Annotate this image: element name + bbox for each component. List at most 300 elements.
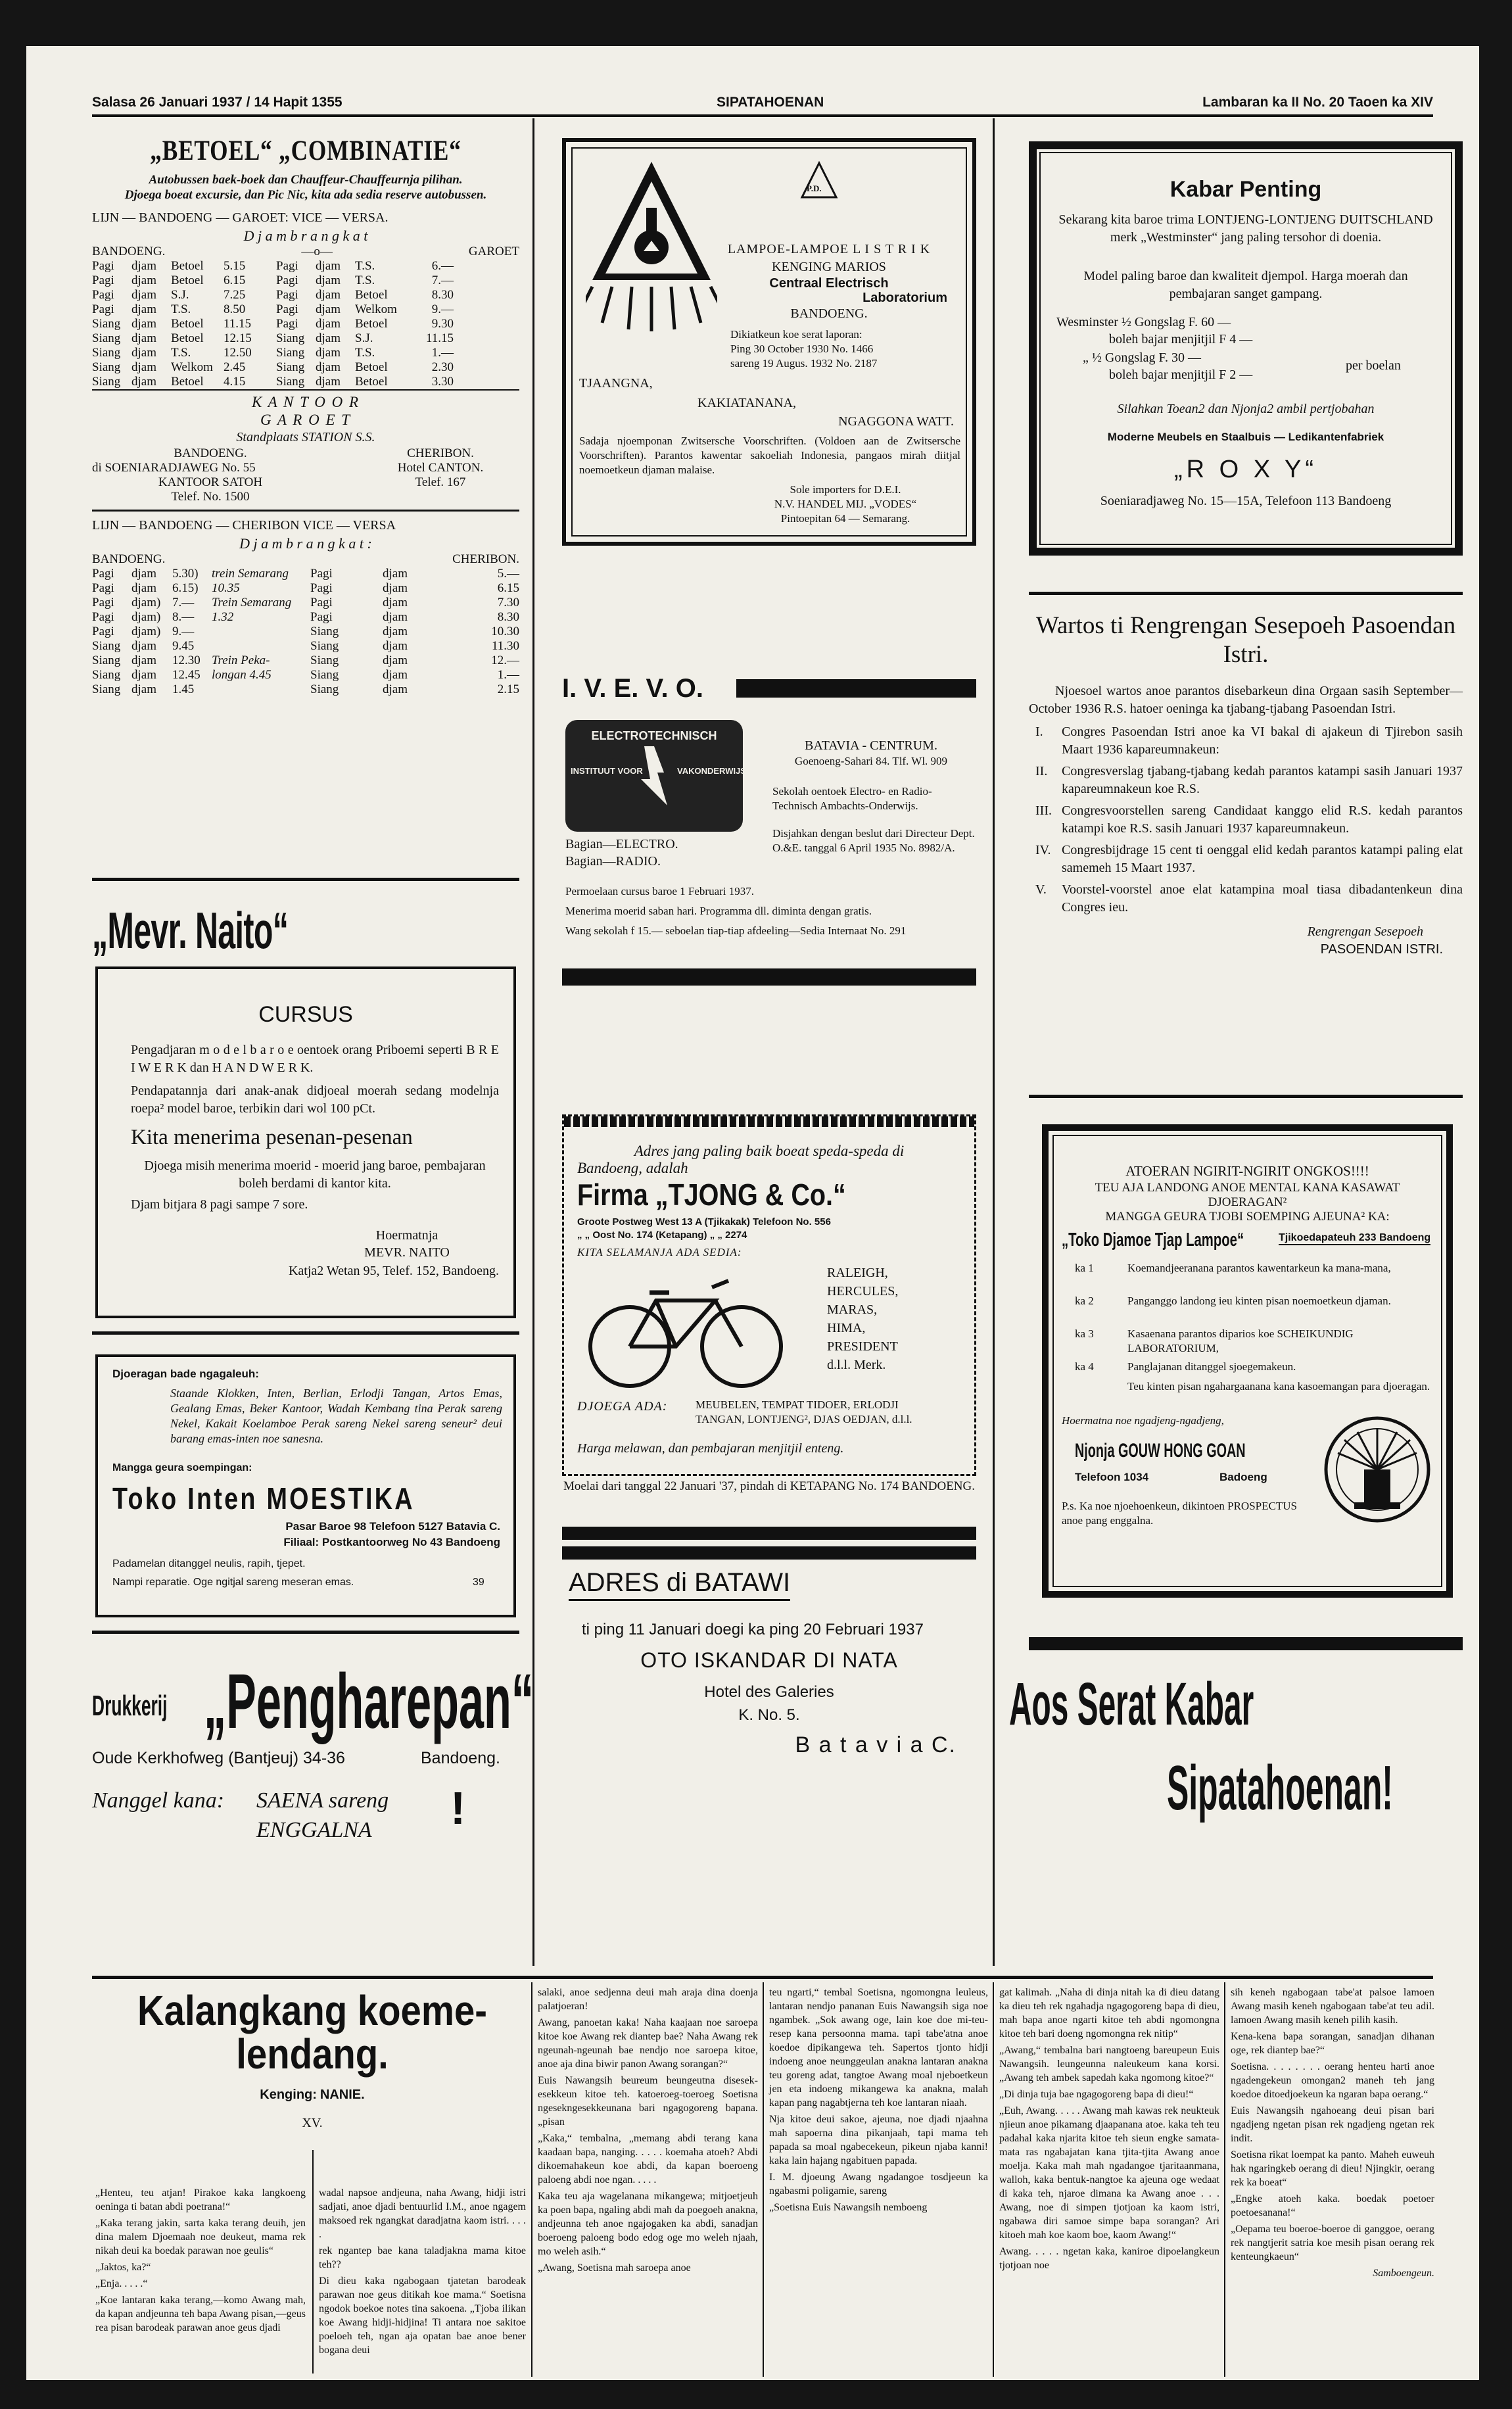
atoeran-ka4t: Panglajanan ditanggel sjoegemakeun.	[1127, 1360, 1296, 1373]
tjong-box	[562, 1114, 976, 1476]
schedule-cell: djam	[383, 596, 408, 609]
ivevo-addr: Goenoeng-Sahari 84. Tlf. Wl. 909	[794, 755, 948, 767]
schedule-row	[92, 360, 519, 375]
schedule-cell: Pagi	[276, 302, 298, 316]
schedule-cell: djam	[316, 375, 341, 389]
kalang-title2: lendang.	[236, 2030, 389, 2078]
ivevo-img2: INSTITUUT VOOR	[571, 766, 643, 776]
schedule-cell: 12.30	[172, 654, 201, 667]
story-c1b: „Kaka terang jakin, sarta kaka terang deuih, jen dina malem Djoemaah noe deukeut, mama rek nikah deui ka boedak parawan noe geulis“	[95, 2218, 306, 2256]
schedule-cell: djam)	[131, 610, 161, 624]
schedule-cell: djam	[383, 682, 408, 696]
schedule-cell: Pagi	[276, 317, 298, 331]
schedule-cell: 1.—	[431, 346, 454, 360]
kalang-author-label: Kenging:	[260, 2087, 317, 2102]
schedule-cell: T.S.	[171, 346, 191, 360]
wartos-item-num: V.	[1035, 882, 1047, 897]
schedule-cell: djam	[383, 581, 408, 595]
story-c3a: salaki, anoe sedjenna deui mah araja dina doenja palatjoeran!	[538, 1987, 758, 2012]
aos-l2: Sipatahoenan!	[1167, 1753, 1393, 1823]
schedule-cell: Pagi	[92, 625, 114, 638]
lampoe-sole: Sole importers for D.E.I.	[790, 483, 901, 496]
schedule-row	[92, 654, 519, 668]
atoeran-ka1: ka 1	[1075, 1262, 1094, 1274]
masthead-issue: Lambaran ka II No. 20 Taoen ka XIV	[1202, 95, 1433, 110]
schedule-cell: djam	[316, 317, 341, 331]
ivevo-p1: Permoelaan cursus baroe 1 Februari 1937.	[565, 885, 755, 897]
ivevo-title: I. V. E. V. O.	[562, 674, 703, 703]
schedule-cell: Trein Peka-	[212, 654, 270, 667]
moestika-items: Staande Klokken, Inten, Berlian, Erlodji Tangan, Artos Emas, Gealang Emas, Beker Kantoor, Wadah Kembang tina Perak sareng Nekel, Kakait Koelamboe Perak sareng Nekel sareng seneur² deui barang emas-inten noe sanesna.	[170, 1387, 502, 1445]
kabar-meubel: Moderne Meubels en Staalbuis — Ledikantenfabriek	[1107, 431, 1384, 443]
tjong-brand: HERCULES,	[827, 1284, 899, 1299]
atoeran-name: Njonja GOUW HONG GOAN	[1075, 1440, 1246, 1462]
moestika-num: 39	[473, 1577, 484, 1588]
kabar-per: per boelan	[1346, 358, 1401, 373]
schedule-cell: djam	[131, 375, 156, 389]
schedule-cell: djam	[383, 610, 408, 624]
ivevo-b2: Bagian—RADIO.	[565, 854, 661, 869]
schedule-cell: djam	[131, 302, 156, 316]
naito-p1: Pengadjaran m o d e l b a r o e oentoek orang Priboemi seperti B R E I W E R K dan H A N D W E R K.	[131, 1043, 499, 1075]
schedule-cell: djam	[383, 567, 408, 581]
schedule-cell: djam	[316, 360, 341, 374]
naito-p2: Pendapatannja dari anak-anak didjoeal moerah sedang modelnja roepa² model baroe, terbikin dari wol 100 pCt.	[131, 1084, 499, 1116]
story-c2a: wadal napsoe andjeuna, naha Awang, hidji istri sadjati, anoe djadi bentuurlid I.M., anoe ngagem maksoed rek ngangkat daradjatna kaom istri. . . . .	[319, 2187, 526, 2240]
schedule-row	[92, 302, 519, 317]
story-c6g: „Oepama teu boeroe-boeroe di ganggoe, oerang rek nangtjerit satria koe mesih pisan oerang rek kenteungkaeun“	[1231, 2224, 1434, 2262]
schedule-cell: 9.45	[172, 639, 195, 653]
story-c1e: „Koe lantaran kaka terang,—komo Awang mah, da kapan andjeunna teh bapa Awang pisan,—geus rea pisan barodeak parawan anoe geus djadi	[95, 2295, 306, 2333]
schedule-cell: Siang	[276, 375, 305, 389]
schedule-cell: Pagi	[276, 259, 298, 273]
lampoe-left2: KAKIATANANA,	[697, 396, 797, 410]
lampoe-left1: TJAANGNA,	[579, 376, 653, 391]
schedule-cell: 1.32	[212, 610, 234, 624]
schedule-cell: 6.15)	[172, 581, 199, 595]
kabar-roxy: „R O X Y“	[1174, 456, 1317, 483]
lampoe-left3: NGAGGONA WATT.	[838, 414, 954, 429]
rule	[1029, 592, 1463, 595]
wartos-item-text: Voorstel-voorstel anoe elat katampina moal tiasa dibadantenkeun dina Congres ieu.	[1062, 882, 1463, 915]
story-c6a: sih keneh ngabogaan tabe'at palsoe lamoen Awang masih keneh ngabogaan tabe'at teu adil. lamoen Awang masih keneh pilih kasih.	[1231, 1987, 1434, 2026]
schedule-cell: djam)	[131, 596, 161, 609]
schedule-cell: Betoel	[355, 360, 388, 374]
schedule-cell: 8.30	[431, 288, 454, 302]
schedule-cell: 1.45	[172, 682, 195, 696]
schedule-cell: Siang	[92, 654, 121, 667]
schedule-cell: Welkom	[171, 360, 213, 374]
lampoe-l7: Ping 30 October 1930 No. 1466	[730, 343, 874, 355]
tjong-brand: d.l.l. Merk.	[827, 1358, 886, 1372]
schedule-cell: Betoel	[355, 375, 388, 389]
wartos-item-text: Congres Pasoendan Istri anoe ka VI bakal di ajakeun di Tjirebon sasih Maart 1936 kapareumnakeun:	[1062, 725, 1463, 757]
betoel-addr-l1: BANDOENG.	[174, 446, 247, 460]
atoeran-toko: „Toko Djamoe Tjap Lampoe“	[1062, 1229, 1244, 1251]
schedule-row	[92, 317, 519, 331]
naito-head2: Kita menerima pesenan-pesenan	[131, 1126, 413, 1149]
column-rule	[763, 1982, 764, 2377]
betoel-col2-right: CHERIBON.	[452, 552, 519, 566]
story-col-5	[999, 1986, 1219, 2275]
naito-addr: Katja2 Wetan 95, Telef. 152, Bandoeng.	[288, 1264, 499, 1278]
schedule-cell: 7.—	[431, 274, 454, 287]
adres-city: B a t a v i a C.	[795, 1732, 957, 1757]
moestika-box	[95, 1354, 516, 1617]
wartos-item-text: Congresvoorstellen sareng Candidaat kanggo elid R.S. kedah parantos katampi koe R.S. sasih Januari 1937 kapareumnakeun.	[1062, 803, 1463, 836]
naito-cursus: CURSUS	[258, 1002, 353, 1027]
story-col-3	[538, 1986, 758, 2278]
newspaper-page	[26, 46, 1479, 2380]
wartos-item	[1029, 763, 1463, 798]
betoel-addr-l4: Telef. No. 1500	[171, 490, 250, 504]
schedule-cell: djam	[131, 639, 156, 653]
schedule-cell: djam	[316, 288, 341, 302]
moestika-head: Djoeragan bade ngagaleuh:	[112, 1368, 259, 1380]
schedule-row	[92, 581, 519, 596]
adres-name: OTO ISKANDAR DI NATA	[640, 1648, 898, 1672]
column-rule	[993, 118, 995, 1966]
schedule-cell: Pagi	[92, 581, 114, 595]
schedule-cell: djam	[131, 259, 156, 273]
section-rule	[92, 1976, 1433, 1979]
tjong-brand: PRESIDENT	[827, 1339, 898, 1354]
schedule-row	[92, 259, 519, 274]
schedule-cell: djam	[316, 346, 341, 360]
betoel-jam1: D j a m b r a n g k a t	[243, 227, 368, 244]
lampoe-l6: Dikiatkeun koe serat laporan:	[730, 328, 862, 341]
tjong-motto: KITA SELAMANJA ADA SEDIA:	[577, 1246, 742, 1258]
schedule-cell: Pagi	[92, 596, 114, 609]
betoel-sub1: Autobussen baek-boek dan Chauffeur-Chauffeurnja pilihan.	[149, 173, 463, 187]
schedule-cell: 3.30	[431, 375, 454, 389]
schedule-cell: longan 4.45	[212, 668, 272, 682]
drukkerij-addr: Oude Kerkhofweg (Bantjeuj) 34-36	[92, 1749, 345, 1767]
schedule-cell: 12.50	[224, 346, 252, 360]
drukkerij-ad	[92, 1657, 534, 1940]
wartos-title: Wartos ti Rengrengan Sesepoeh Pasoendan Istri.	[1035, 612, 1456, 668]
schedule-cell: Pagi	[92, 610, 114, 624]
lampoe-box	[562, 138, 976, 546]
kalang-author: NANIE.	[319, 2087, 365, 2102]
betoel-addr-r2: Hotel CANTON.	[397, 461, 484, 475]
schedule-cell: djam	[131, 668, 156, 682]
schedule-cell: djam	[383, 625, 408, 638]
drukkerij-names1: SAENA sareng	[256, 1788, 389, 1813]
schedule-cell: Betoel	[171, 274, 204, 287]
schedule-cell: 4.15	[224, 375, 246, 389]
schedule-cell: Betoel	[171, 317, 204, 331]
rule	[1029, 1095, 1463, 1098]
schedule-row	[92, 274, 519, 288]
story-c3b: Awang, panoetan kaka! Naha kaajaan noe saroepa kitoe koe Awang rek diantep bae? Naha Awang rek ngeunah-ngeunah bae nendjo noe saroepa kitoe, anoe aja dina biwir panon Awang sorangan?“	[538, 2017, 758, 2070]
schedule-cell: T.S.	[355, 259, 375, 273]
story-c5d: „Euh, Awang. . . . . Awang mah kawas rek neukteuk njieun anoe pikamang djaapanana atoe. kaka teh teu padahal kaka njarita kitoe teh sieun engke samata-mata ras ngabajatan kana tjita-tjita Awang anoe moelja. Kaka mah mah ngadangoe tjaritaanmana, walloh, kaka bentuk-nangtoe ka ajeuna oge wedaat di kaka teh, njaroe dimana ka Awang anoe . . . Awang, noe di simpen tjotjoan ka kaom istri, ngabawa diri samoe simpe bapa sorangan? Ari kitoeh mah koe kaom boe, kaom Awang!“	[999, 2105, 1219, 2241]
schedule-cell: trein Semarang	[212, 567, 289, 581]
bar	[562, 1546, 976, 1560]
wartos-item-text: Congresverslag tjabang-tjabang kedah parantos katampi sasih Januari 1937 kapareumnakeun koe R.S.	[1062, 764, 1463, 796]
betoel-sub2: Djoega boeat excursie, dan Pic Nic, kita ada sedia reserve autobussen.	[124, 188, 487, 202]
schedule-cell	[212, 639, 310, 654]
betoel-addr-r3: Telef. 167	[415, 475, 466, 489]
schedule-row	[92, 375, 519, 391]
atoeran-ka3: ka 3	[1075, 1327, 1094, 1340]
drukkerij-name: „Pengharepan“	[204, 1658, 534, 1745]
schedule-row	[92, 668, 519, 682]
schedule-cell: Siang	[310, 668, 339, 682]
naito-ad	[92, 901, 539, 961]
wartos-item	[1029, 802, 1463, 838]
story-col-4	[769, 1986, 988, 2217]
lampoe-l8: sareng 19 Augus. 1932 No. 2187	[730, 357, 878, 370]
schedule-cell: Siang	[310, 682, 339, 696]
schedule-cell: djam	[131, 654, 156, 667]
wartos-list	[1029, 723, 1463, 917]
ivevo-p2: Menerima moerid saban hari. Programma dll. diminta dengan gratis.	[565, 905, 872, 917]
drukkerij-nanggel: Nanggel kana:	[92, 1788, 225, 1813]
adres-hotel: Hotel des Galeries	[704, 1683, 834, 1701]
schedule-cell: Trein Semarang	[212, 596, 292, 609]
schedule-cell: 7.—	[172, 596, 195, 609]
tjong-intro1: Adres jang paling baik boeat speda-speda di	[634, 1143, 905, 1159]
schedule-row	[92, 596, 519, 610]
story-c2c: Di dieu kaka ngabogaan tjatetan barodeak parawan noe geus ditikah koe mama.“ Soetisna ngodok boekoe notes tina sakoena. „Tjoba ilikan koe Awang hidji-hidjina! Ti antara noe sakitoe poeloeh teh, ngan aja opatan bae anoe bener bogana deui	[319, 2276, 526, 2356]
betoel-col-right: GAROET	[468, 245, 519, 258]
schedule-cell: Siang	[92, 360, 121, 374]
wartos-item-text: Congresbijdrage 15 cent ti oenggal elid kedah parantos katampi paling elat samemeh 15 Maart 1937.	[1062, 843, 1463, 875]
story-c5a: gat kalimah. „Naha di dinja nitah ka di dieu datang ka dieu teh rek ngahadja ngagogoreng bapa di dieu, mah bapa anoe ngarti kitoe teh abdi ngomongna kitoe teh bari doeng ngomongna rek nitip“	[999, 1987, 1219, 2039]
wartos-item-num: III.	[1035, 803, 1052, 818]
schedule-cell	[212, 682, 310, 697]
tjong-brand: HIMA,	[827, 1321, 866, 1335]
schedule-row	[92, 625, 519, 639]
story-c4c: I. M. djoeung Awang ngadangoe tosdjeeun ka ngabasmi poligamie, sareng	[769, 2172, 988, 2197]
wartos-item	[1029, 881, 1463, 917]
schedule-cell: 6.15	[224, 274, 246, 287]
ivevo-d1: Sekolah oentoek Electro- en Radio-Technisch Ambachts-Onderwijs.	[772, 785, 932, 812]
kabar-box	[1029, 141, 1463, 556]
bar	[1029, 1637, 1463, 1650]
lampoe-l5: BANDOENG.	[790, 306, 868, 321]
naito-title: „Mevr. Naito“	[92, 901, 289, 959]
schedule-row	[92, 610, 519, 625]
schedule-cell: 7.30	[497, 596, 519, 609]
rule	[92, 878, 519, 881]
schedule-cell: Siang	[310, 654, 339, 667]
kabar-p2: Model paling baroe dan kwaliteit djempol. Harga moerah dan pembajaran sanget gampang.	[1083, 269, 1408, 301]
story-c6c: Soetisna. . . . . . . . oerang henteu harti anoe ngadengekeun omongan2 maneh teh jang koedoe ditoedjoekeun ka ngaran bapa oerang.“	[1231, 2061, 1434, 2100]
schedule-cell: 8.30	[497, 610, 519, 624]
wartos-sign2: PASOENDAN ISTRI.	[1320, 942, 1443, 957]
schedule-cell: Pagi	[92, 259, 114, 273]
betoel-ad	[92, 135, 519, 697]
schedule-cell: Betoel	[355, 317, 388, 331]
tjong-djoega: DJOEGA ADA:	[577, 1399, 668, 1414]
atoeran-box	[1042, 1124, 1453, 1598]
moestika-addr2: Filiaal: Postkantoorweg No 43 Bandoeng	[283, 1536, 500, 1548]
schedule-row	[92, 346, 519, 360]
story-col-2	[319, 2186, 526, 2360]
naito-sign1: Hoermatnja	[375, 1228, 438, 1243]
betoel-schedule-1	[92, 259, 519, 391]
atoeran-hoer: Hoermatna noe ngadjeng-ngadjeng,	[1062, 1414, 1224, 1427]
lampoe-nv: N.V. HANDEL MIJ. „VODES“	[774, 498, 917, 510]
schedule-cell	[212, 625, 310, 639]
tjong-move: Moelai dari tanggal 22 Januari '37, pindah di KETAPANG No. 174 BANDOENG.	[563, 1479, 975, 1493]
atoeran-teu: Teu kinten pisan ngahargaanana kana kasoemangan para djoeragan.	[1127, 1380, 1430, 1393]
schedule-cell: djam	[131, 682, 156, 696]
schedule-cell: Pagi	[276, 288, 298, 302]
betoel-standplaats: Standplaats STATION S.S.	[236, 430, 375, 444]
ivevo-bar	[736, 679, 976, 698]
story-c1a: „Henteu, teu atjan! Pirakoe kaka langkoeng oeninga ti batan abdi poetrana!“	[95, 2187, 306, 2212]
story-c3c: Euis Nawangsih beureum beungeutna disesek-esekkeun kitoe teh. katoeroeg-toeroeg Soetisna ngesekngesekkeunana bari ngagogoreng bapana. „pisan	[538, 2075, 758, 2128]
schedule-cell: Siang	[276, 331, 305, 345]
column-rule	[993, 1982, 994, 2377]
schedule-row	[92, 639, 519, 654]
schedule-cell: djam	[316, 274, 341, 287]
schedule-cell: Pagi	[92, 302, 114, 316]
naito-sign2: MEVR. NAITO	[364, 1245, 450, 1260]
betoel-addr-l2: di SOENIARADJAWEG No. 55	[92, 461, 256, 475]
column-rule	[531, 1982, 532, 2377]
schedule-cell: 11.15	[224, 317, 252, 331]
ivevo-d2: Disjahkan dengan beslut dari Directeur Dept. O.&E. tanggal 6 April 1935 No. 8982/A.	[772, 827, 975, 854]
schedule-cell: 11.30	[491, 639, 519, 653]
atoeran-ka3t: Kasaenana parantos diparios koe SCHEIKUNDIG LABORATORIUM,	[1127, 1327, 1354, 1354]
ivevo-img3: VAKONDERWIJS	[677, 766, 746, 776]
schedule-cell: 9.30	[431, 317, 454, 331]
moestika-addr1: Pasar Baroe 98 Telefoon 5127 Batavia C.	[285, 1520, 500, 1533]
lampoe-l4: Laboratorium	[862, 291, 947, 305]
story-c1c: „Jaktos, ka?“	[95, 2262, 151, 2273]
schedule-cell: djam	[316, 302, 341, 316]
tjong-brand: RALEIGH,	[827, 1266, 888, 1280]
schedule-cell: djam	[383, 639, 408, 653]
story-c6f: „Engke atoeh kaka. boedak poetoer poetoesanana!“	[1231, 2193, 1434, 2218]
betoel-addr-l3: KANTOOR SATOH	[158, 475, 263, 489]
schedule-cell: Siang	[92, 682, 121, 696]
schedule-cell: 8.—	[172, 610, 195, 624]
schedule-cell: Siang	[310, 625, 339, 638]
schedule-cell: Siang	[276, 346, 305, 360]
schedule-cell: 10.30	[491, 625, 519, 638]
lampoe-p1: Sadaja njoemponan Zwitsersche Voorschriften. (Voldoen aan de Zwitsersche Voorschriften). Parantos kawentar sakoeliah Indonesia, pangaos mirah diitjal noemoetkeun djaman malaise.	[579, 435, 960, 476]
schedule-cell: 2.15	[497, 682, 519, 696]
atoeran-t1: ATOERAN NGIRIT-NGIRIT ONGKOS!!!!	[1125, 1163, 1369, 1179]
moestika-note2: Nampi reparatie. Oge ngitjal sareng meseran emas.	[112, 1577, 354, 1588]
schedule-cell: 12.15	[224, 331, 252, 345]
schedule-cell: djam	[131, 331, 156, 345]
schedule-cell: 8.50	[224, 302, 246, 316]
tjong-intro2: Bandoeng, adalah	[577, 1160, 688, 1176]
schedule-cell: 5.—	[497, 567, 519, 581]
schedule-cell: Pagi	[310, 581, 333, 595]
kalang-title-block	[92, 1989, 532, 2132]
story-c5c: „Di dinja tuja bae ngagogoreng bapa di dieu!“	[999, 2089, 1194, 2100]
schedule-cell: djam	[131, 567, 156, 581]
wartos-item-num: I.	[1035, 725, 1043, 739]
story-c6d: Euis Nawangsih ngahoeang deui pisan bari ngadjeng ngetan pisan rek ngadjeng ngetan rek indit.	[1231, 2105, 1434, 2144]
adres-ad	[562, 1568, 976, 1936]
kabar-addr: Soeniaradjaweg No. 15—15A, Telefoon 113 Bandoeng	[1100, 494, 1392, 508]
kalang-part: XV.	[302, 2116, 323, 2130]
kabar-w4: boleh bajar menjitjil F 2 —	[1109, 368, 1253, 382]
kalang-title1: Kalangkang koeme-	[137, 1987, 488, 2034]
story-col-1	[95, 2186, 306, 2337]
wartos-intro: Njoesoel wartos anoe parantos disebarkeun dina Orgaan sasih September—October 1936 R.S. hatoer oeninga ka tjabang-tjabang Pasoendan Istri.	[1029, 684, 1463, 716]
atoeran-ka1t: Koemandjeeranana parantos kawentarkeun ka mana-mana,	[1127, 1262, 1391, 1274]
schedule-cell: Pagi	[92, 567, 114, 581]
schedule-cell: Pagi	[310, 596, 333, 609]
column-rule	[1224, 1982, 1225, 2377]
tjong-also: MEUBELEN, TEMPAT TIDOER, ERLODJI TANGAN, LONTJENG², DJAS OEDJAN, d.l.l.	[696, 1398, 912, 1425]
tjong-brand: MARAS,	[827, 1302, 878, 1317]
story-c5b: „Awang,“ tembalna bari nangtoeng bareupeun Euis Nawangsih. leungeunna naleukeum kana korsi. „Awang teh ambek sapedah kaka ngomong kitoe?“	[999, 2045, 1219, 2084]
betoel-schedule-2	[92, 567, 519, 697]
ivevo-b1: Bagian—ELECTRO.	[565, 837, 678, 851]
schedule-cell: Siang	[92, 317, 121, 331]
betoel-route2: LIJN — BANDOENG — CHERIBON VICE — VERSA	[92, 518, 396, 533]
schedule-cell: 12.—	[491, 654, 519, 667]
tjong-border-top	[564, 1116, 974, 1127]
schedule-cell: Pagi	[310, 610, 333, 624]
atoeran-ka2: ka 2	[1075, 1295, 1094, 1307]
kabar-title: Kabar Penting	[1169, 177, 1322, 202]
betoel-title: „BETOEL“ „COMBINATIE“	[150, 135, 461, 166]
atoeran-ka4: ka 4	[1075, 1360, 1094, 1373]
schedule-cell: 2.45	[224, 360, 246, 374]
atoeran-city: Badoeng	[1219, 1471, 1267, 1483]
schedule-cell: djam	[383, 668, 408, 682]
schedule-cell: T.S.	[355, 346, 375, 360]
ivevo-emblem-icon	[565, 720, 746, 832]
rule	[92, 1631, 519, 1634]
atoeran-t2: TEU AJA LANDONG ANOE MENTAL KANA KASAWAT DJOERAGAN²	[1095, 1181, 1400, 1209]
kabar-p1: Sekarang kita baroe trima LONTJENG-LONTJENG DUITSCHLAND merk „Westminster“ jang paling tersohor di doenia.	[1058, 212, 1433, 245]
betoel-route1: LIJN — BANDOENG — GAROET: VICE — VERSA.	[92, 210, 389, 225]
naito-p3: Djoega misih menerima moerid - moerid jang baroe, pembajaran boleh berdami di kantor kita.	[144, 1158, 486, 1191]
schedule-cell: 5.15	[224, 259, 246, 273]
schedule-cell: T.S.	[171, 302, 191, 316]
betoel-jam2: D j a m b r a n g k a t :	[239, 535, 372, 552]
betoel-dash: —o—	[301, 245, 333, 258]
schedule-cell: Welkom	[355, 302, 397, 316]
masthead-rule	[92, 114, 1433, 117]
betoel-col2-left: BANDOENG.	[92, 552, 166, 566]
bar	[562, 1527, 976, 1540]
story-c4a: teu ngarti,“ tembal Soetisna, ngomongna leuleus, lantaran nendjo pananan Euis Nawangsih siga noe ngambek. „Sok awang oge, lain koe doe mi-teu-resep kana persoonna mama. tapi tabe'atna anoe koedoe dipikangewa teh. Sapertos tjonto hidji indoeng anoe neunggeulan anakna lantaran anakna teu goreng adat, tangtoe Awang moal njeboetkeun jen eta indoeng mikangewa ka anakna, malah kapan pang nagabtjerna teh koe lantaran niaah.	[769, 1987, 988, 2109]
kabar-w2: boleh bajar menjitjil F 4 —	[1109, 332, 1253, 346]
schedule-row	[92, 288, 519, 302]
lampoe-l3: Centraal Electrisch	[769, 276, 889, 291]
schedule-row	[92, 331, 519, 346]
lampoe-addr: Pintoepitan 64 — Semarang.	[780, 512, 910, 525]
drukkerij-label: Drukkerij	[92, 1690, 168, 1722]
story-c2b: rek ngantep bae kana taladjakna mama kitoe teh??	[319, 2245, 526, 2270]
drukkerij-city: Bandoeng.	[421, 1749, 500, 1767]
story-c3e: Kaka teu aja wagelanana mikangewa; mitjoetjeuh ka poen bapa, ngaling abdi mah da poegoeh anakna, andjeunna teh anoe ngajogaken ka abdi, sanadjan boeroeng paloeng bodo edog oge mo weleh njaah, mo weleh asih.“	[538, 2191, 758, 2257]
schedule-row	[92, 567, 519, 581]
schedule-cell: Siang	[92, 331, 121, 345]
tjong-addr1: Groote Postweg West 13 A (Tjikakak) Telefoon No. 556	[577, 1216, 831, 1228]
schedule-cell: 6.—	[431, 259, 454, 273]
atoeran-ka2t: Panganggo landong ieu kinten pisan noemoetkeun djaman.	[1127, 1295, 1391, 1307]
moestika-note1: Padamelan ditanggel neulis, rapih, tjepet.	[112, 1558, 306, 1569]
ivevo-bottom-bar	[562, 968, 976, 986]
schedule-cell: 5.30)	[172, 567, 199, 581]
bicycle-icon	[584, 1268, 788, 1393]
